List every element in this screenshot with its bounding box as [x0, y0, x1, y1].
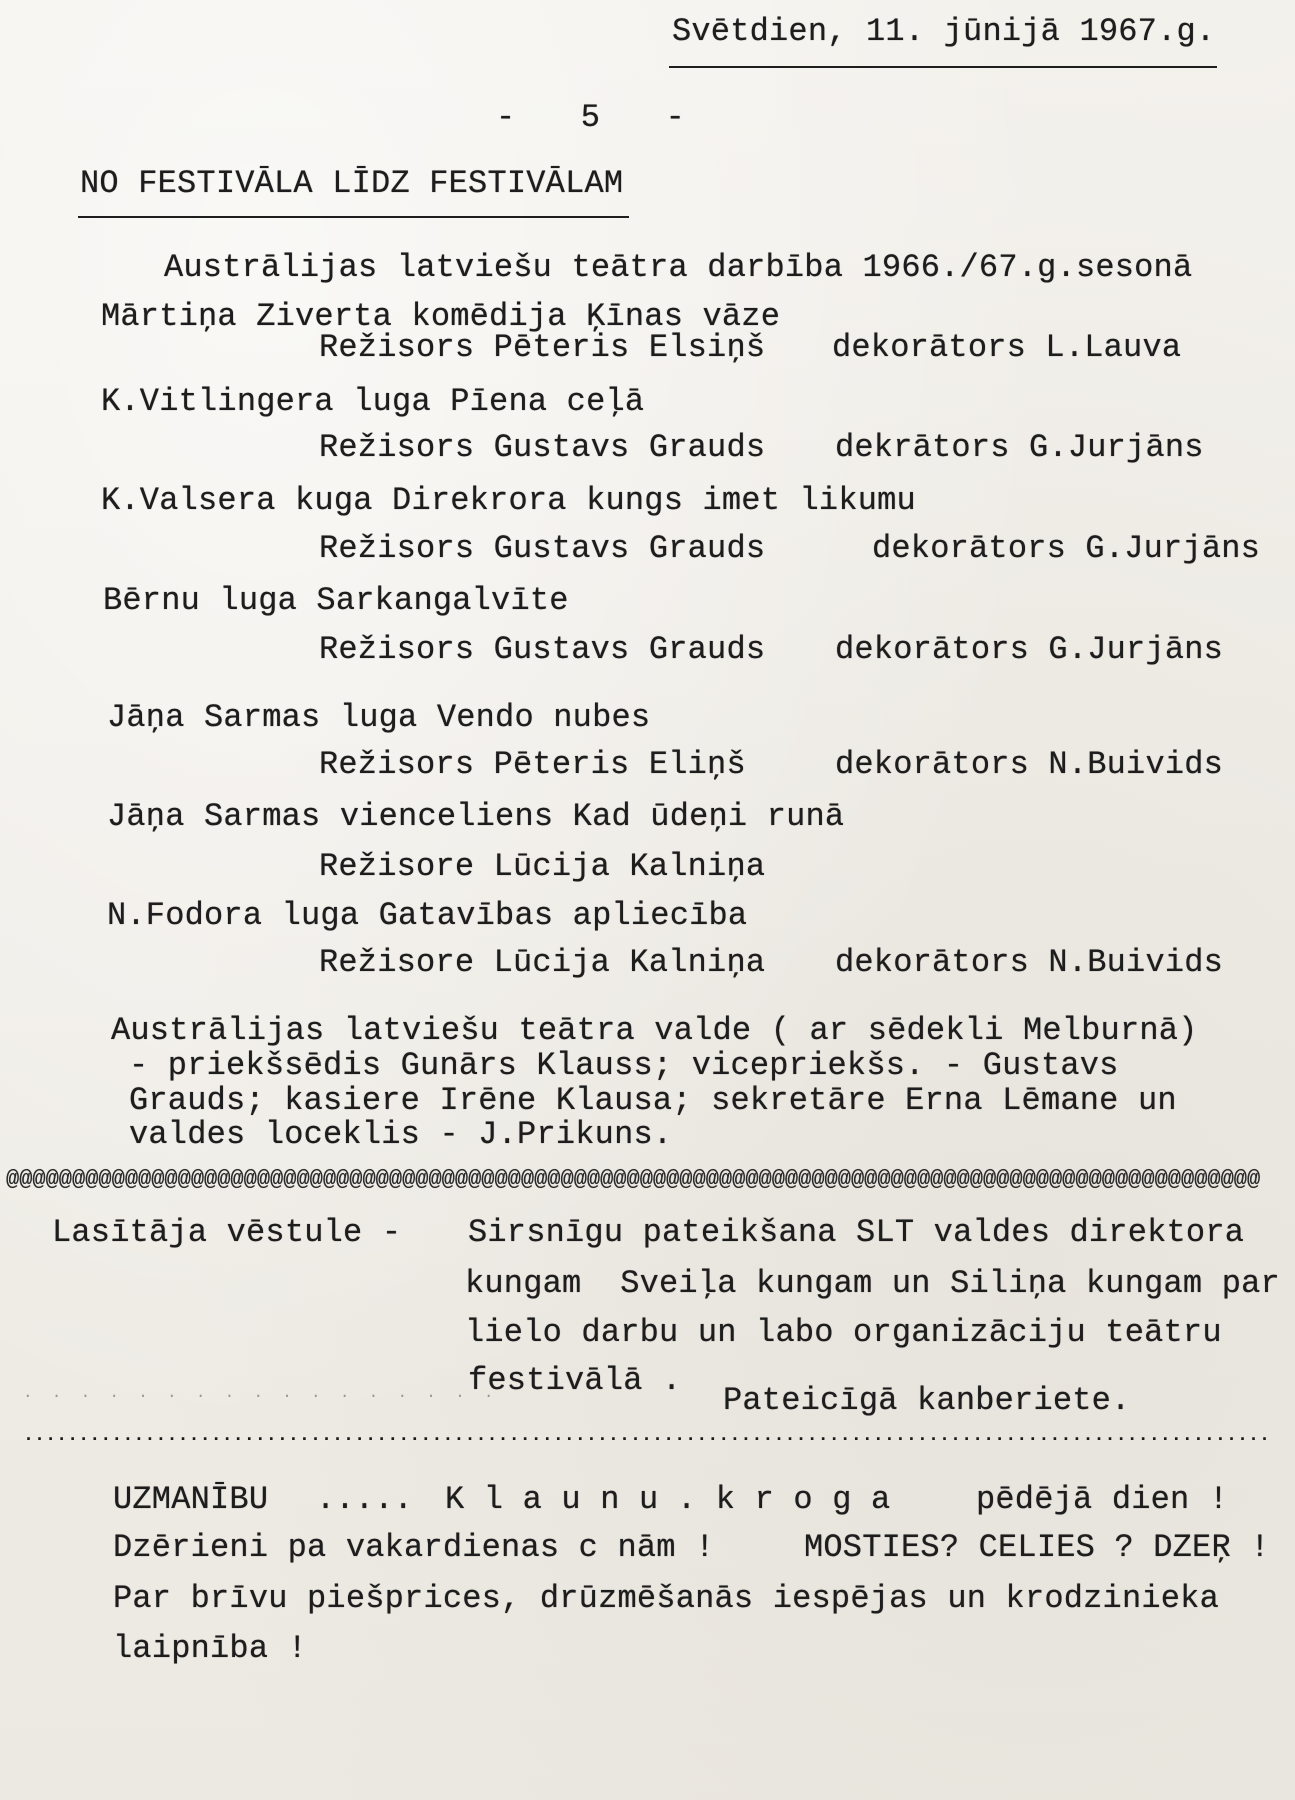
notice-tail: pēdējā dien !	[976, 1481, 1229, 1518]
at-separator: @@@@@@@@@@@@@@@@@@@@@@@@@@@@@@@@@@@@@@@@@@@@@@@@@@@@@@@@@@@@@@@@@@@@@@@@@@@@@@@@@@@@@@@@@@@@@@@	[6, 1167, 1261, 1192]
production-designer: dekorātors G.Jurjāns	[872, 530, 1261, 567]
production-play: K.Valsera kuga Direkrora kungs imet likumu	[101, 482, 916, 519]
production-play: K.Vitlingera luga Pīena ceļā	[101, 383, 645, 420]
production-designer: dekorātors N.Buivids	[835, 746, 1224, 783]
production-director: Režisore Lūcija Kalniņa	[319, 848, 766, 885]
production-play: Bērnu luga Sarkangalvīte	[103, 582, 569, 619]
letter-line: kungam Sveiļa kungam un Siliņa kungam par	[465, 1265, 1280, 1302]
production-director: Režisors Pēteris Elsiņš	[319, 329, 766, 366]
production-play: Jāņa Sarmas vienceliens Kad ūdeņi runā	[107, 798, 845, 835]
production-designer: dekorātors G.Jurjāns	[835, 631, 1224, 668]
board-line: Grauds; kasiere Irēne Klausa; sekretāre Erna Lēmane un	[129, 1082, 1177, 1119]
dotted-separator: .................................................................................................................	[23, 1425, 1271, 1446]
production-play: Jāņa Sarmas luga Vendo nubes	[107, 699, 651, 736]
production-director: Režisors Gustavs Grauds	[319, 530, 766, 567]
letter-line: Sirsnīgu pateikšana SLT valdes direktora	[468, 1214, 1245, 1251]
board-line: - priekšsēdis Gunārs Klauss; vicepriekšs. - Gustavs	[129, 1047, 1119, 1084]
header-underline	[669, 66, 1217, 68]
page-number: - 5 -	[496, 99, 686, 136]
article-title: NO FESTIVĀLA LĪDZ FESTIVĀLAM	[80, 165, 624, 202]
notice-name-part2: . k r o g a	[677, 1481, 891, 1518]
production-director: Režisors Pēteris Eliņš	[319, 746, 746, 783]
notice-name-part1: K l a u n u	[445, 1481, 659, 1518]
production-director: Režisors Gustavs Grauds	[319, 631, 766, 668]
faint-dots: . . . . . . . . . . . . . . . . .	[23, 1384, 494, 1402]
letter-signature: Pateicīgā kanberiete.	[723, 1382, 1131, 1419]
notice-line: laipnība !	[113, 1630, 308, 1667]
production-director: Režisors Gustavs Grauds	[319, 429, 766, 466]
article-subtitle: Austrālijas latviešu teātra darbība 1966./67.g.sesonā	[164, 249, 1193, 286]
notice-heading: UZMANĪBU	[113, 1481, 269, 1518]
article-title-underline	[78, 216, 629, 218]
notice-line: Dzērieni pa vakardienas c nām !	[113, 1529, 715, 1566]
letter-line: festivālā .	[468, 1362, 682, 1399]
production-designer: dekrātors G.Jurjāns	[835, 429, 1204, 466]
production-director: Režisore Lūcija Kalniņa	[319, 944, 766, 981]
board-line: Austrālijas latviešu teātra valde ( ar sēdekli Melburnā)	[111, 1012, 1198, 1049]
letter-label: Lasītāja vēstule -	[52, 1214, 402, 1251]
notice-ellipsis: .....	[316, 1481, 414, 1518]
production-play: Mārtiņa Ziverta komēdija Ķīnas vāze	[101, 298, 781, 335]
production-designer: dekorātors L.Lauva	[832, 329, 1182, 366]
notice-line-right: MOSTIES? CELIES ? DZEŖ !	[804, 1529, 1270, 1566]
production-designer: dekorātors N.Buivids	[835, 944, 1224, 981]
header-date: Svētdien, 11. jūnijā 1967.g.	[672, 13, 1216, 50]
production-play: N.Fodora luga Gatavības apliecība	[107, 897, 748, 934]
letter-line: lielo darbu un labo organizāciju teātru	[465, 1314, 1222, 1351]
notice-line: Par brīvu piešprices, drūzmēšanās iespējas un krodzinieka	[113, 1580, 1219, 1617]
board-line: valdes loceklis - J.Prikuns.	[129, 1116, 673, 1153]
